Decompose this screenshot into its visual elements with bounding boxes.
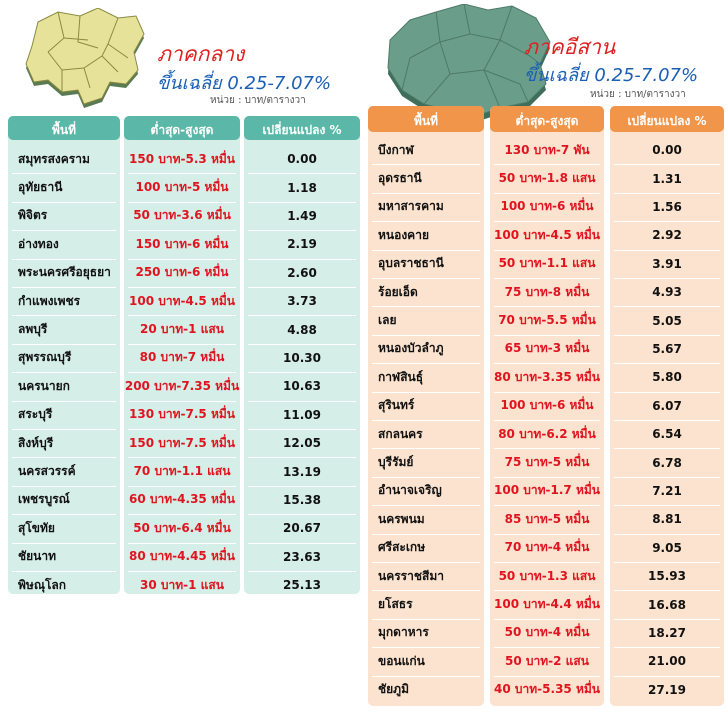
northeast-row-range: 50 บาท-1.3 แสน (498, 568, 596, 583)
central-row-change: 20.67 (283, 521, 321, 536)
northeast-row-area: ยโสธร (378, 597, 413, 612)
central-row-range: 60 บาท-4.35 หมื่น (129, 492, 235, 507)
northeast-row-range: 80 บาท-6.2 หมื่น (498, 426, 596, 441)
northeast-row-range: 50 บาท-4 หมื่น (504, 625, 590, 640)
central-row-change: 23.63 (283, 549, 321, 564)
central-row-change: 10.30 (283, 350, 321, 365)
central-row-area: สระบุรี (18, 407, 53, 422)
central-row-range: 150 บาท-6 หมื่น (135, 236, 229, 251)
central-row-area: สุโขทัย (18, 520, 55, 535)
northeast-row-change: 7.21 (652, 483, 682, 498)
central-row-area: นครสวรรค์ (18, 464, 76, 479)
central-row-range: 50 บาท-6.4 หมื่น (133, 520, 231, 535)
northeast-row-area: ชัยภูมิ (378, 682, 409, 697)
central-row-area: พิจิตร (18, 208, 48, 223)
central-row-area: สิงห์บุรี (18, 435, 54, 450)
northeast-row-area: นครราชสีมา (378, 568, 444, 583)
northeast-row-range: 100 บาท-1.7 หมื่น (494, 483, 600, 498)
central-row-range: 100 บาท-4.5 หมื่น (129, 293, 235, 308)
central-row-change: 25.13 (283, 578, 321, 593)
northeast-header-range: ต่ำสุด-สูงสุด (515, 114, 579, 128)
northeast-row-range: 100 บาท-4.4 หมื่น (494, 597, 600, 612)
northeast-row-change: 5.80 (652, 370, 682, 385)
central-row-area: สมุทรสงคราม (18, 151, 90, 166)
central-row-change: 2.19 (287, 237, 317, 252)
northeast-header-area: พื้นที่ (413, 114, 439, 128)
central-row-range: 70 บาท-1.1 แสน (133, 464, 231, 479)
northeast-row-change: 15.93 (648, 569, 686, 584)
northeast-row-range: 50 บาท-2 แสน (505, 653, 589, 668)
northeast-row-range: 70 บาท-5.5 หมื่น (498, 313, 596, 328)
central-row-area: กำแพงเพชร (18, 293, 81, 308)
central-row-area: พิษณุโลก (18, 577, 67, 592)
central-row-area: นครนายก (18, 378, 70, 393)
central-header-range: ต่ำสุด-สูงสุด (150, 123, 214, 137)
central-row-change: 4.88 (287, 322, 317, 337)
northeast-row-area: สกลนคร (378, 426, 423, 441)
central-row-range: 80 บาท-4.45 หมื่น (129, 549, 235, 564)
northeast-row-range: 70 บาท-4 หมื่น (504, 540, 590, 555)
central-title: ภาคกลาง (157, 42, 245, 66)
northeast-row-range: 65 บาท-3 หมื่น (504, 341, 590, 356)
northeast-row-area: หนองคาย (378, 227, 429, 242)
central-row-area: อุทัยธานี (18, 180, 63, 195)
northeast-row-change: 27.19 (648, 682, 686, 697)
central-row-change: 10.63 (283, 379, 321, 394)
northeast-row-range: 100 บาท-4.5 หมื่น (494, 227, 600, 242)
central-row-area: พระนครศรีอยุธยา (18, 265, 111, 280)
northeast-row-area: ขอนแก่น (378, 653, 425, 668)
northeast-subtitle: ขึ้นเฉลี่ย 0.25-7.07% (524, 65, 699, 86)
northeast-row-change: 18.27 (648, 625, 686, 640)
northeast-row-change: 6.78 (652, 455, 682, 470)
northeast-row-area: สุรินทร์ (378, 398, 415, 413)
northeast-row-range: 50 บาท-1.8 แสน (498, 171, 596, 186)
central-row-change: 1.49 (287, 208, 317, 223)
central-row-area: เพชรบูรณ์ (18, 492, 70, 507)
northeast-row-change: 5.67 (652, 341, 682, 356)
central-row-change: 0.00 (287, 152, 317, 167)
northeast-row-change: 1.56 (652, 199, 682, 214)
northeast-row-area: เลย (378, 313, 397, 328)
northeast-row-change: 6.07 (652, 398, 682, 413)
central-row-range: 20 บาท-1 แสน (140, 322, 224, 337)
central-row-change: 3.73 (287, 294, 317, 309)
central-header-area: พื้นที่ (51, 123, 77, 137)
northeast-row-range: 85 บาท-5 หมื่น (504, 511, 590, 526)
northeast-row-range: 130 บาท-7 พัน (504, 142, 590, 157)
northeast-row-area: กาฬสินธุ์ (378, 369, 424, 384)
northeast-row-change: 1.31 (652, 171, 682, 186)
northeast-row-area: หนองบัวลำภู (378, 341, 444, 356)
northeast-row-area: บุรีรัมย์ (378, 455, 414, 470)
central-region-map (18, 8, 148, 120)
central-row-area: ชัยนาท (18, 549, 57, 564)
northeast-row-change: 16.68 (648, 597, 686, 612)
northeast-row-change: 8.81 (652, 512, 682, 527)
northeast-row-change: 0.00 (652, 143, 682, 158)
northeast-row-area: มหาสารคาม (378, 199, 444, 214)
northeast-row-area: อุดรธานี (378, 171, 422, 186)
northeast-row-area: อำนาจเจริญ (378, 483, 442, 498)
central-row-range: 250 บาท-6 หมื่น (135, 265, 229, 280)
northeast-row-change: 2.92 (652, 228, 682, 243)
northeast-row-range: 80 บาท-3.35 หมื่น (494, 369, 600, 384)
northeast-row-range: 75 บาท-5 หมื่น (504, 455, 590, 470)
northeast-row-change: 9.05 (652, 540, 682, 555)
northeast-row-range: 75 บาท-8 หมื่น (504, 284, 590, 299)
central-row-range: 50 บาท-3.6 หมื่น (133, 208, 231, 223)
central-unit-note: หน่วย : บาท/ตารางวา (210, 95, 306, 106)
northeast-row-area: อุบลราชธานี (378, 256, 444, 271)
northeast-unit-note: หน่วย : บาท/ตารางวา (590, 89, 686, 100)
northeast-row-change: 3.91 (652, 256, 682, 271)
central-row-change: 1.18 (287, 180, 317, 195)
central-header-change: เปลี่ยนแปลง % (262, 123, 342, 137)
northeast-row-change: 4.93 (652, 285, 682, 300)
central-row-range: 80 บาท-7 หมื่น (139, 350, 225, 365)
central-subtitle: ขึ้นเฉลี่ย 0.25-7.07% (157, 73, 332, 94)
northeast-row-area: ศรีสะเกษ (378, 540, 426, 555)
northeast-row-range: 100 บาท-6 หมื่น (500, 199, 594, 214)
central-row-area: อ่างทอง (18, 236, 59, 251)
northeast-header-change: เปลี่ยนแปลง % (627, 114, 707, 128)
central-row-change: 2.60 (287, 265, 317, 280)
northeast-row-range: 40 บาท-5.35 หมื่น (494, 682, 600, 697)
central-row-change: 12.05 (283, 436, 321, 451)
central-row-area: สุพรรณบุรี (18, 350, 72, 365)
northeast-row-area: นครพนม (378, 511, 425, 526)
central-row-range: 100 บาท-5 หมื่น (135, 180, 229, 195)
northeast-row-change: 6.54 (652, 427, 682, 442)
northeast-row-area: ร้อยเอ็ด (378, 284, 418, 299)
central-row-range: 30 บาท-1 แสน (140, 577, 224, 592)
central-row-range: 150 บาท-5.3 หมื่น (129, 151, 235, 166)
central-row-change: 11.09 (283, 407, 321, 422)
central-row-range: 130 บาท-7.5 หมื่น (129, 407, 235, 422)
northeast-row-area: บึงกาฬ (378, 142, 414, 157)
northeast-row-change: 5.05 (652, 313, 682, 328)
central-row-range: 200 บาท-7.35 หมื่น (124, 378, 240, 393)
central-row-range: 150 บาท-7.5 หมื่น (129, 435, 235, 450)
central-row-change: 13.19 (283, 464, 321, 479)
northeast-row-area: มุกดาหาร (378, 625, 429, 640)
northeast-row-range: 100 บาท-6 หมื่น (500, 398, 594, 413)
northeast-row-range: 50 บาท-1.1 แสน (498, 256, 596, 271)
northeast-row-change: 21.00 (648, 654, 686, 669)
central-row-change: 15.38 (283, 492, 321, 507)
central-row-area: ลพบุรี (18, 322, 48, 337)
northeast-title: ภาคอีสาน (524, 35, 616, 59)
